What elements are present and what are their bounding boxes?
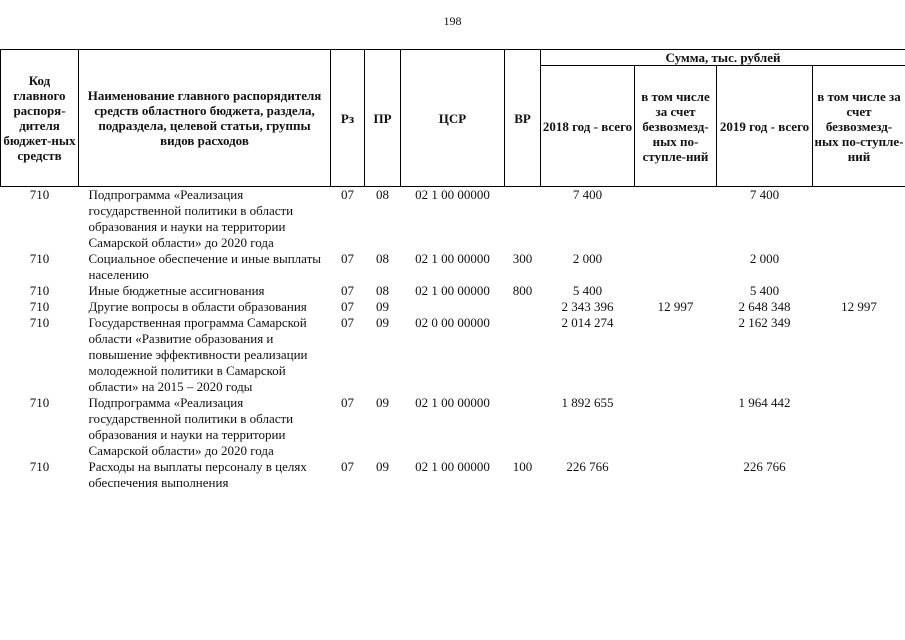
table-body — [1, 187, 905, 492]
cell-2018-total: 5 400 — [572, 283, 603, 298]
cell-code: 710 — [29, 251, 50, 266]
cell-2019-free: 12 997 — [841, 299, 877, 314]
cell-csr: 02 1 00 00000 — [415, 187, 490, 202]
header-vr: ВР — [505, 50, 541, 187]
cell-csr: 02 0 00 00000 — [415, 315, 490, 330]
cell-vr: 100 — [512, 459, 533, 474]
cell-2019-free — [813, 459, 905, 491]
cell-rz: 07 — [341, 251, 354, 266]
cell-vr: 300 — [512, 251, 533, 266]
cell-code: 710 — [29, 395, 50, 410]
cell-name: Расходы на выплаты персоналу в целях обеспечения выполнения — [88, 459, 307, 490]
cell-pr: 08 — [376, 283, 389, 298]
cell-2018-total: 2 000 — [572, 251, 603, 266]
cell-2019-free — [813, 315, 905, 395]
header-rz: Рз — [331, 50, 365, 187]
cell-2018-free — [635, 315, 717, 395]
table-row — [1, 187, 905, 252]
cell-2018-free — [635, 251, 717, 283]
table-row — [1, 315, 905, 395]
cell-name: Государственная программа Самарской области «Развитие образования и повышение эффективности реализации молодежной политики в Самарской области» на 2015 – 2020 годы — [88, 315, 308, 394]
header-code: Код главного распоря-дителя бюджет-ных средств — [1, 50, 79, 187]
cell-2018-total: 226 766 — [566, 459, 609, 474]
cell-vr — [505, 395, 541, 459]
table-row — [1, 299, 905, 315]
header-2018-total: 2018 год - всего — [541, 66, 635, 187]
cell-2018-free: 12 997 — [657, 299, 694, 314]
cell-2019-total: 7 400 — [749, 187, 780, 202]
header-2019-free: в том числе за счет безвозмезд-ных по-ступле-ний — [813, 66, 905, 187]
header-csr: ЦСР — [401, 50, 505, 187]
cell-2019-free — [813, 187, 905, 252]
cell-csr: 02 1 00 00000 — [415, 283, 490, 298]
cell-2019-free — [813, 251, 905, 283]
table-row — [1, 251, 905, 283]
cell-rz: 07 — [341, 283, 354, 298]
header-name: Наименование главного распорядителя средств областного бюджета, раздела, подраздела, целевой статьи, группы видов расходов — [79, 50, 331, 187]
cell-rz: 07 — [341, 315, 354, 330]
cell-rz: 07 — [341, 459, 354, 474]
cell-2018-total: 2 343 396 — [561, 299, 614, 314]
header-2018-free: в том числе за счет безвозмезд-ных по-ступле-ний — [635, 66, 717, 187]
cell-name: Другие вопросы в области образования — [88, 299, 307, 314]
cell-2018-free — [635, 283, 717, 299]
header-2019-total: 2019 год - всего — [717, 66, 813, 187]
cell-2018-total: 2 014 274 — [561, 315, 614, 330]
cell-2018-free — [635, 459, 717, 491]
cell-csr — [401, 299, 505, 315]
table-row — [1, 395, 905, 459]
cell-pr: 08 — [376, 251, 389, 266]
page-number: 198 — [443, 14, 462, 28]
cell-csr: 02 1 00 00000 — [415, 251, 490, 266]
cell-2019-total: 2 000 — [749, 251, 780, 266]
cell-csr: 02 1 00 00000 — [415, 459, 490, 474]
cell-pr: 09 — [376, 459, 389, 474]
cell-2019-total: 2 162 349 — [738, 315, 791, 330]
cell-2018-free — [635, 187, 717, 252]
cell-pr: 09 — [376, 299, 389, 314]
cell-vr — [505, 299, 541, 315]
cell-code: 710 — [29, 299, 50, 314]
cell-2018-free — [635, 395, 717, 459]
header-sum: Сумма, тыс. рублей — [541, 50, 905, 66]
cell-csr: 02 1 00 00000 — [415, 395, 490, 410]
cell-name: Социальное обеспечение и иные выплаты населению — [88, 251, 322, 282]
cell-code: 710 — [29, 283, 50, 298]
cell-vr: 800 — [512, 283, 533, 298]
cell-2019-free — [813, 283, 905, 299]
cell-2019-total: 2 648 348 — [738, 299, 791, 314]
budget-table — [0, 49, 905, 491]
cell-code: 710 — [29, 459, 50, 474]
cell-vr — [505, 187, 541, 252]
cell-2019-free — [813, 395, 905, 459]
cell-pr: 09 — [376, 395, 389, 410]
cell-rz: 07 — [341, 299, 354, 314]
cell-2019-total: 226 766 — [743, 459, 786, 474]
cell-2018-total: 1 892 655 — [561, 395, 614, 410]
cell-code: 710 — [29, 187, 50, 202]
cell-2019-total: 5 400 — [749, 283, 780, 298]
cell-name: Иные бюджетные ассигнования — [88, 283, 265, 298]
table-row — [1, 459, 905, 491]
cell-pr: 09 — [376, 315, 389, 330]
cell-vr — [505, 315, 541, 395]
table-row — [1, 283, 905, 299]
cell-rz: 07 — [341, 187, 354, 202]
cell-2018-total: 7 400 — [572, 187, 603, 202]
cell-name: Подпрограмма «Реализация государственной политики в области образования и науки на территории Самарской области» до 2020 года — [88, 187, 294, 250]
cell-pr: 08 — [376, 187, 389, 202]
header-pr: ПР — [365, 50, 401, 187]
cell-2019-total: 1 964 442 — [738, 395, 791, 410]
cell-name: Подпрограмма «Реализация государственной политики в области образования и науки на территории Самарской области» до 2020 года — [88, 395, 294, 458]
cell-code: 710 — [29, 315, 50, 330]
cell-rz: 07 — [341, 395, 354, 410]
